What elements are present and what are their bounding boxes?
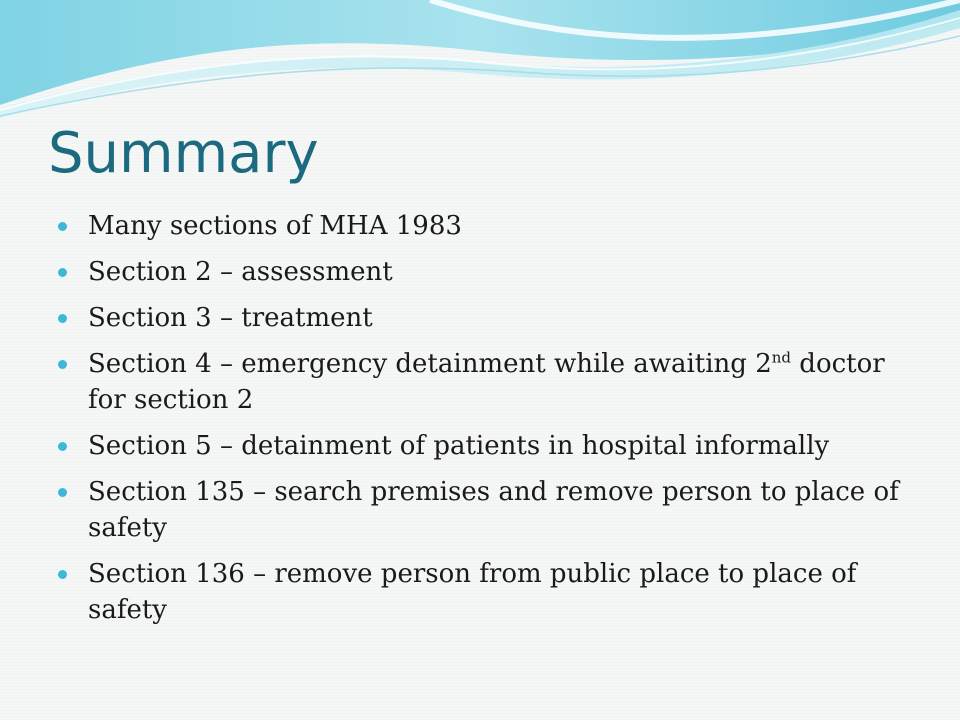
bullet-text: Section 5 – detainment of patients in hospital informally — [88, 431, 830, 461]
bullet-item — [58, 254, 908, 290]
slide-title: Summary — [48, 121, 319, 186]
bullet-dot-icon — [58, 314, 67, 323]
header-wave-decoration — [0, 0, 960, 120]
bullet-dot-icon — [58, 570, 67, 579]
bullet-dot-icon — [58, 488, 67, 497]
bullet-text: Section 4 – emergency detainment while awaiting 2 — [88, 349, 772, 379]
bullet-list — [58, 208, 908, 638]
bullet-text: Many sections of MHA 1983 — [88, 211, 462, 241]
bullet-text: Section 136 – remove person from public place to place of safety — [88, 559, 857, 625]
bullet-item — [58, 556, 908, 628]
bullet-text: Section 135 – search premises and remove person to place of safety — [88, 477, 899, 543]
bullet-text: Section 3 – treatment — [88, 303, 373, 333]
bullet-item — [58, 474, 908, 546]
bullet-item — [58, 346, 908, 418]
bullet-item — [58, 428, 908, 464]
bullet-dot-icon — [58, 360, 67, 369]
bullet-text: Section 2 – assessment — [88, 257, 393, 287]
bullet-superscript: nd — [771, 348, 792, 367]
bullet-dot-icon — [58, 268, 67, 277]
bullet-item — [58, 300, 908, 336]
bullet-dot-icon — [58, 222, 67, 231]
bullet-dot-icon — [58, 442, 67, 451]
bullet-text-continued: doctor for section 2 — [88, 349, 885, 415]
bullet-item — [58, 208, 908, 244]
